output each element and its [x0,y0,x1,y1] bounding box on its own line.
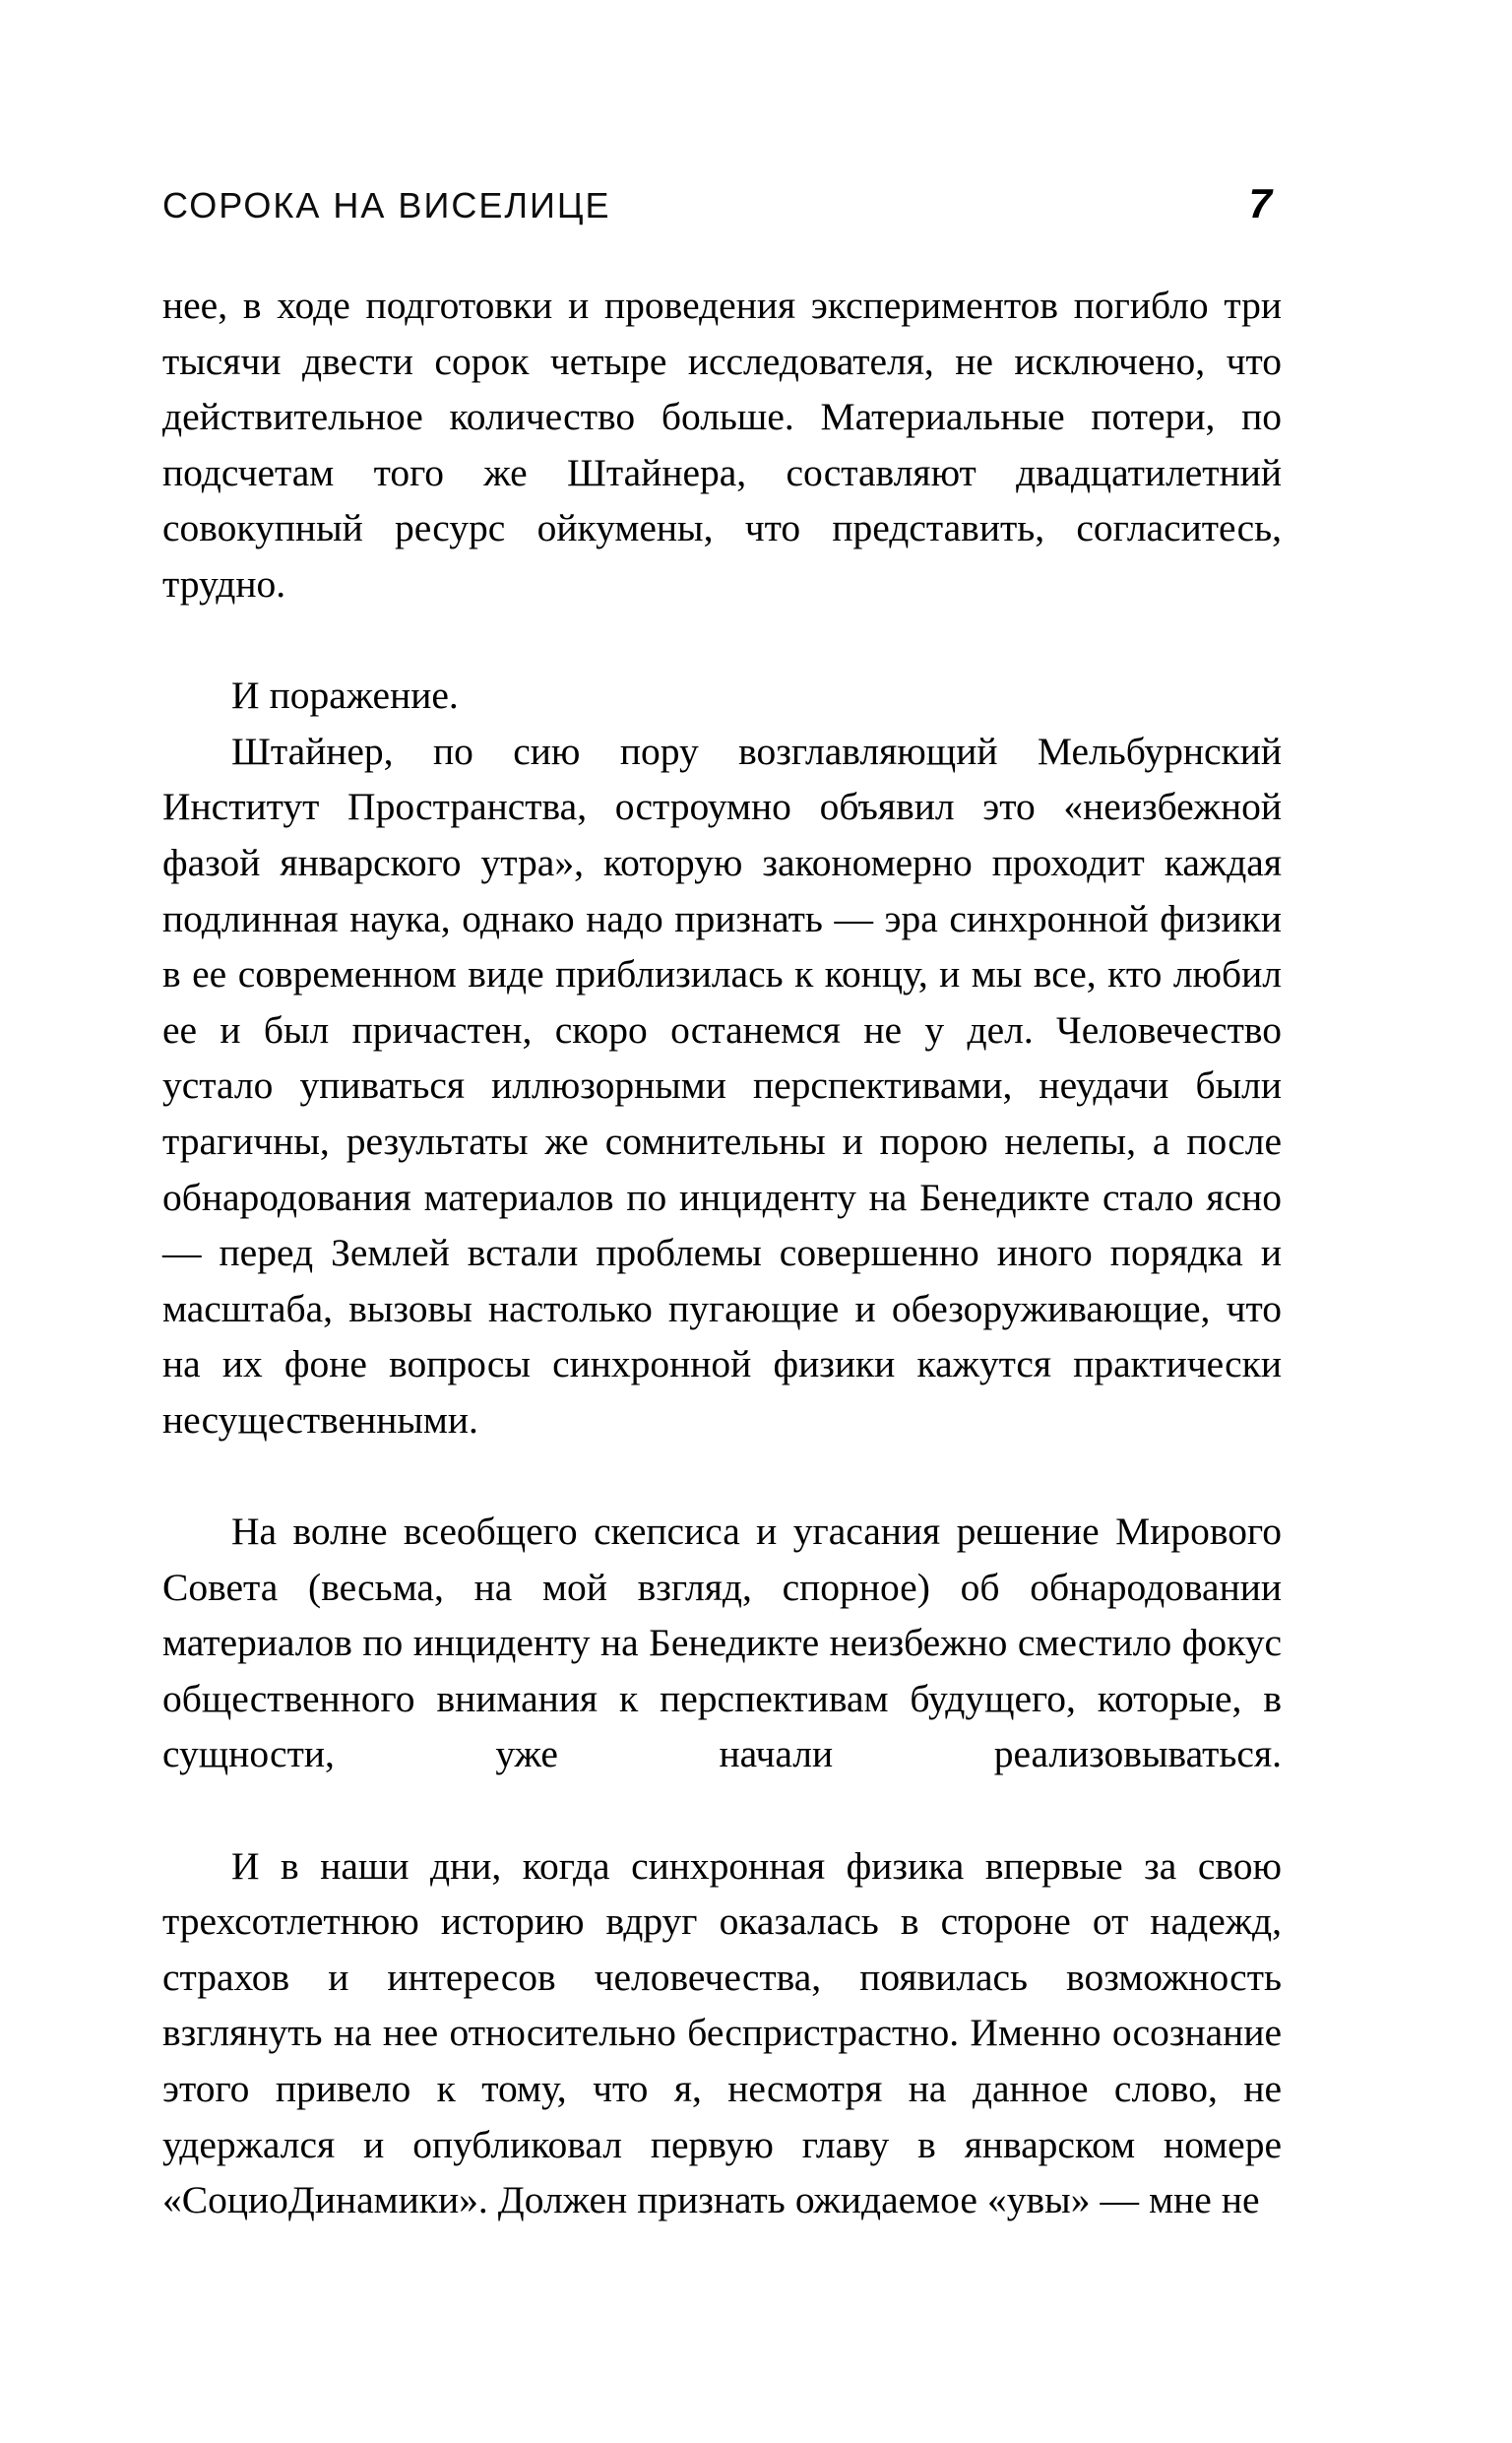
running-header [162,182,1280,239]
body-text-column [162,278,1282,2228]
paragraph: Штайнер, по сию пору возглавляющий Мельбурнский Институт Пространства, остроумно объявил это «неизбежной фазой январского утра», которую закономерно проходит каждая подлинная наука, однако надо признать — эра синхронной физики в ее современном виде приблизилась к концу, и мы все, кто любил ее и был причастен, скоро останемся не у дел. Человечество устало упиваться иллюзорными перспективами, неудачи были трагичны, результаты же сомнительны и порою нелепы, а после обнародования материалов по инциденту на Бенедикте стало ясно — перед Землей встали проблемы совершенно иного порядка и масштаба, вызовы настолько пугающие и обезоруживающие, что на их фоне вопросы синхронной физики кажутся практически несущественными. [162,729,1282,1442]
paragraph: На волне всеобщего скепсиса и угасания решение Мирового Совета (весьма, на мой взгляд, спорное) об обнародовании материалов по инциденту на Бенедикте неизбежно сместило фокус общественного внимания к перспективам будущего, которые, в сущности, уже начали реализовываться. [162,1510,1282,1776]
running-title: СОРОКА НА ВИСЕЛИЦЕ [162,185,611,225]
paragraph: нее, в ходе подготовки и проведения экспериментов погибло три тысячи двести сорок четыре исследователя, не исключено, что действительное количество больше. Материальные потери, по подсчетам того же Штайнера, составляют двадцатилетний совокупный ресурс ойкумены, что представить, согласитесь, трудно. [162,284,1282,606]
paragraph: И в наши дни, когда синхронная физика впервые за свою трехсотлетнюю историю вдруг оказалась в стороне от надежд, страхов и интересов человечества, появилась возможность взглянуть на нее относительно беспристрастно. Именно осознание этого привело к тому, что я, несмотря на данное слово, не удержался и опубликовал первую главу в январском номере «СоциоДинамики». Должен признать ожидаемое «увы» — мне не [162,1843,1282,2222]
page-number: 7 [1248,180,1272,226]
paragraph: И поражение. [231,674,459,718]
